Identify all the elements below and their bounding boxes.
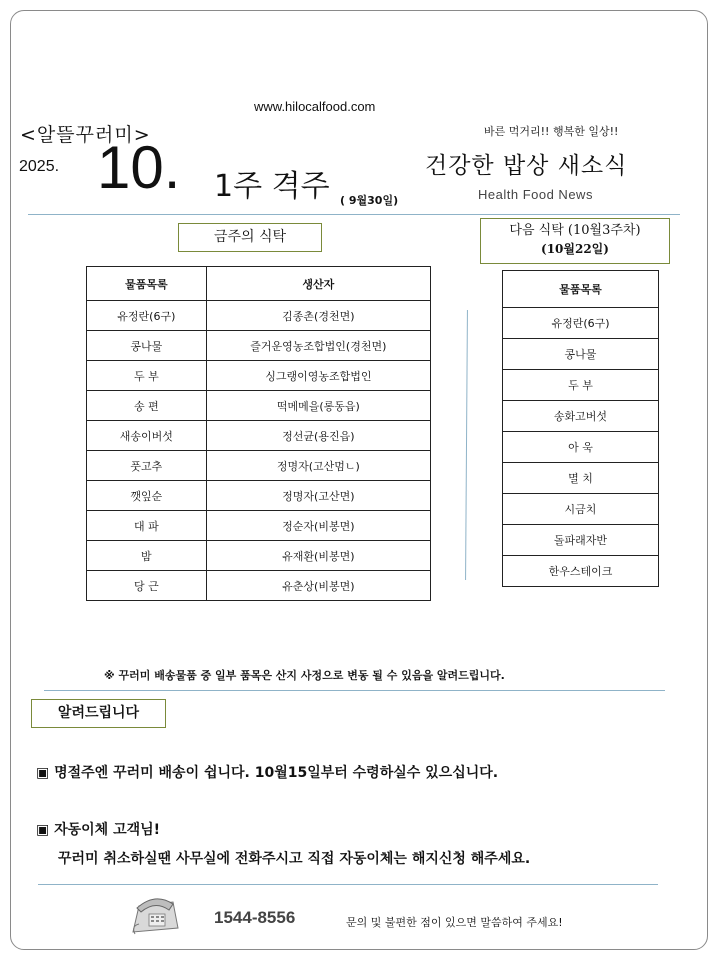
table-row <box>503 556 659 587</box>
table-row <box>87 571 431 601</box>
producer-cell: 유재환(비봉면) <box>206 541 430 571</box>
item-cell: 송화고버섯 <box>503 401 659 432</box>
contact-message: 문의 및 불편한 점이 있으면 말씀하여 주세요! <box>346 916 563 929</box>
phone-number[interactable]: 1544-8556 <box>214 908 296 927</box>
issue-week: 1주 격주 <box>214 169 330 204</box>
column-header-producer: 생산자 <box>206 267 430 301</box>
announcement-autopay-detail: 꾸러미 취소하실땐 사무실에 전화주시고 직접 자동이체는 해지신청 해주세요. <box>58 851 531 867</box>
next-week-title: 다음 식탁 (10월3주차) <box>509 223 641 238</box>
announcement-holiday: ▣ 명절주엔 꾸러미 배송이 쉽니다. 10월15일부터 수령하실수 있으십니다. <box>36 765 499 781</box>
item-cell: 멸 치 <box>503 463 659 494</box>
item-cell: 콩나물 <box>87 331 207 361</box>
item-cell: 두 부 <box>87 361 207 391</box>
issue-month: 10. <box>97 134 181 201</box>
table-row <box>87 421 431 451</box>
this-week-table <box>86 266 431 601</box>
producer-cell: 유춘상(비봉면) <box>206 571 430 601</box>
substitution-notice: ※ 꾸러미 배송물품 중 일부 품목은 산지 사정으로 변동 될 수 있음을 알려드립니다. <box>104 669 505 682</box>
table-row <box>503 308 659 339</box>
table-row <box>87 511 431 541</box>
column-header-items: 물품목록 <box>87 267 207 301</box>
newsletter-subtitle: Health Food News <box>478 187 593 202</box>
item-cell: 아 욱 <box>503 432 659 463</box>
item-cell: 돌파래자반 <box>503 525 659 556</box>
producer-cell: 정명자(고산멈ㄴ) <box>206 451 430 481</box>
table-row <box>87 391 431 421</box>
item-cell: 밤 <box>87 541 207 571</box>
item-cell: 새송이버섯 <box>87 421 207 451</box>
slogan: 바른 먹거리!! 행복한 일상!! <box>484 125 619 138</box>
item-cell: 콩나물 <box>503 339 659 370</box>
table-row <box>503 339 659 370</box>
producer-cell: 싱그랭이영농조합법인 <box>206 361 430 391</box>
item-cell: 한우스테이크 <box>503 556 659 587</box>
telephone-icon <box>129 888 181 938</box>
issue-date: ( 9월30일) <box>340 194 399 207</box>
table-row <box>503 370 659 401</box>
table-row <box>87 481 431 511</box>
producer-cell: 즐거운영농조합법인(경천면) <box>206 331 430 361</box>
header-divider <box>28 214 680 215</box>
brand-name: <알뜰꾸러미> <box>20 124 151 146</box>
this-week-label: 금주의 식탁 <box>178 223 322 252</box>
issue-year: 2025. <box>19 158 60 175</box>
item-cell: 시금치 <box>503 494 659 525</box>
table-row <box>87 361 431 391</box>
next-week-table <box>502 270 659 587</box>
newsletter-title: 건강한 밥상 새소식 <box>425 153 628 179</box>
item-cell: 유정란(6구) <box>87 301 207 331</box>
item-cell: 풋고추 <box>87 451 207 481</box>
producer-cell: 정순자(비봉면) <box>206 511 430 541</box>
item-cell: 유정란(6구) <box>503 308 659 339</box>
table-row <box>87 451 431 481</box>
producer-cell: 정명자(고산면) <box>206 481 430 511</box>
item-cell: 두 부 <box>503 370 659 401</box>
table-row <box>87 331 431 361</box>
item-cell: 송 편 <box>87 391 207 421</box>
table-row <box>503 463 659 494</box>
table-row <box>87 541 431 571</box>
website-url[interactable]: www.hilocalfood.com <box>254 99 376 114</box>
item-cell: 깻잎순 <box>87 481 207 511</box>
table-row <box>503 494 659 525</box>
item-cell: 당 근 <box>87 571 207 601</box>
table-row <box>503 525 659 556</box>
producer-cell: 정선균(용진읍) <box>206 421 430 451</box>
table-row <box>503 401 659 432</box>
column-header-items: 물품목록 <box>503 271 659 308</box>
table-row <box>87 301 431 331</box>
next-week-label <box>480 218 670 264</box>
notice-divider <box>44 690 665 691</box>
announcements-label: 알려드립니다 <box>31 699 166 728</box>
next-week-date: (10월22일) <box>541 242 609 256</box>
table-row <box>503 432 659 463</box>
item-cell: 대 파 <box>87 511 207 541</box>
producer-cell: 떡메메을(롱동읍) <box>206 391 430 421</box>
announcement-autopay: ▣ 자동이체 고객님! <box>36 822 161 838</box>
producer-cell: 김종촌(경천면) <box>206 301 430 331</box>
footer-divider <box>38 884 658 885</box>
